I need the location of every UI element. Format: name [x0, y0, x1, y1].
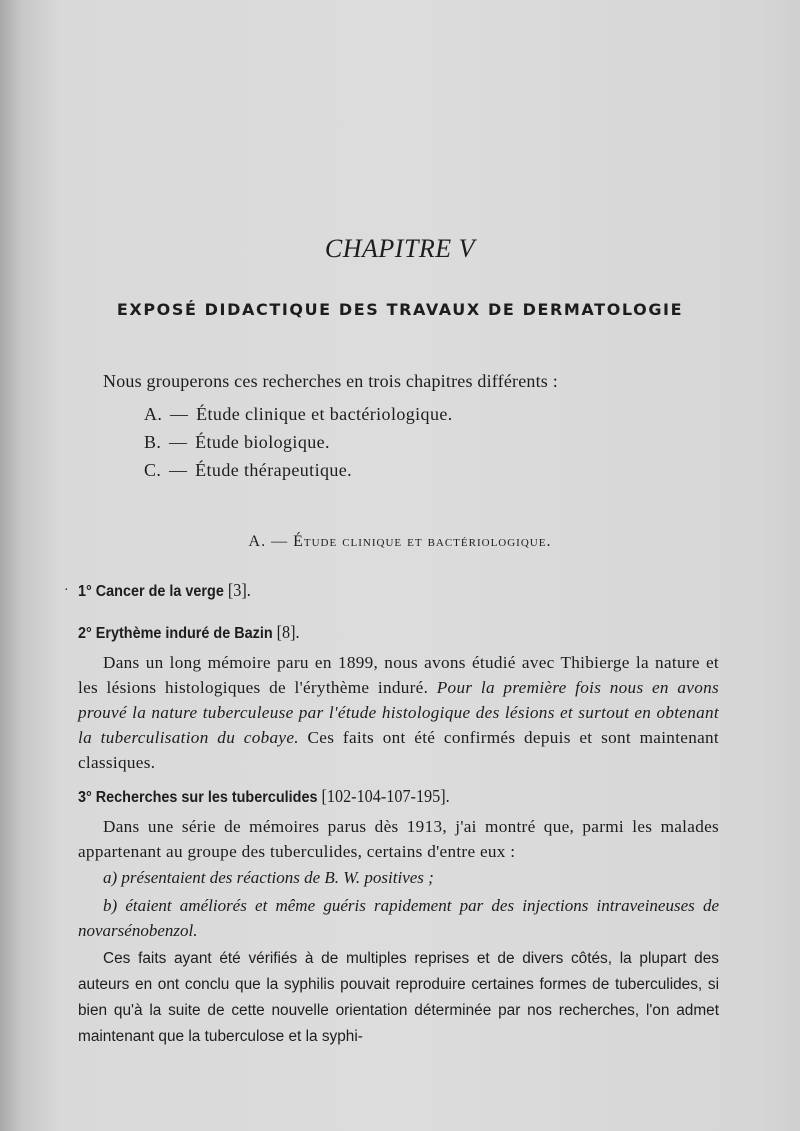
list-item-b: b) étaient améliorés et même guéris rapidement par des injections intraveineuses de novarsénobenzol. — [78, 896, 719, 940]
plan-dash: — — [169, 432, 188, 452]
plan-letter: A. — [144, 404, 163, 424]
heading-cancer — [78, 580, 251, 601]
heading-tuberculides — [78, 786, 450, 807]
plan-text: Étude biologique. — [195, 432, 330, 452]
plan-dash: — — [169, 460, 188, 480]
heading-label: 3° Recherches sur les tuberculides — [78, 789, 318, 806]
section-title: EXPOSÉ DIDACTIQUE DES TRAVAUX DE DERMATOLOGIE — [116, 300, 684, 319]
subsection-dash: — — [271, 533, 289, 550]
heading-ref: [8]. — [276, 622, 300, 642]
paragraph-erytheme — [78, 650, 719, 775]
plan-item-a — [144, 404, 453, 425]
plan-letter: B. — [144, 432, 162, 452]
heading-erytheme — [78, 622, 300, 643]
plan-dash: — — [170, 404, 189, 424]
paragraph-lead: Dans un long mémoire paru en 1899, nous avons étudié avec Thibierge la nature et les lésions histologiques de l'érythème induré. — [78, 653, 719, 697]
heading-label: 2° Erythème induré de Bazin — [78, 625, 273, 642]
margin-mark: · — [64, 583, 69, 598]
plan-item-b — [144, 432, 330, 453]
heading-ref: [3]. — [227, 580, 251, 600]
heading-label: 1° Cancer de la verge — [78, 583, 224, 600]
chapter-title: CHAPITRE V — [324, 234, 476, 263]
plan-letter: C. — [144, 460, 162, 480]
plan-item-c — [144, 460, 352, 481]
subsection-title: Étude clinique et bactériologique. — [293, 533, 552, 550]
paragraph-conclusion: Ces faits ayant été vérifiés à de multiples reprises et de divers côtés, la plupart des auteurs en ont conclu que la syphilis pouvait reproduire certaines formes de tuberculides, si bien qu'à la suite de cette nouvelle orientation déterminée par nos recherches, l'on admet maintenant que la tuberculose et la syphi- — [78, 950, 719, 1045]
paragraph-tail: Ces faits ont été confirmés depuis et sont maintenant classiques. — [78, 728, 719, 772]
paragraph-tuberculides: Dans une série de mémoires parus dès 1913, j'ai montré que, parmi les malades appartenant au groupe des tuberculides, certains d'entre eux : — [78, 817, 719, 861]
paragraph-italic: Pour la première fois nous en avons prouvé la nature tuberculeuse par l'étude histologique des lésions et surtout en obtenant la tuberculisation du cobaye. — [78, 678, 719, 747]
list-item-a: a) présentaient des réactions de B. W. positives ; — [103, 868, 434, 887]
plan-text: Étude clinique et bactériologique. — [196, 404, 453, 424]
subsection-letter: A. — [248, 533, 267, 550]
intro-text: Nous grouperons ces recherches en trois chapitres différents : — [103, 371, 558, 391]
plan-text: Étude thérapeutique. — [195, 460, 353, 480]
heading-ref: [102-104-107-195]. — [321, 786, 450, 806]
subsection-heading — [0, 533, 800, 551]
